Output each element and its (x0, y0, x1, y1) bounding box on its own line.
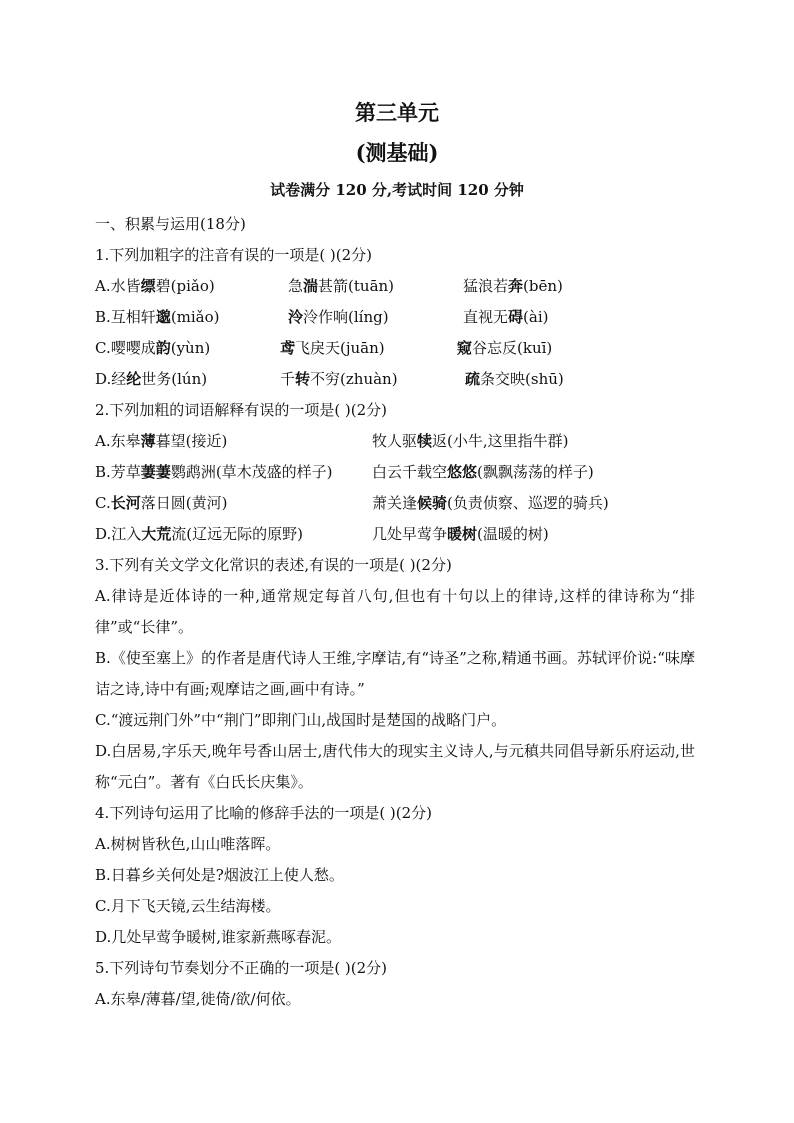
q2-option-c (95, 488, 695, 519)
exam-info: 试卷满分 120 分,考试时间 120 分钟 (270, 181, 524, 199)
question-5-stem: 5.下列诗句节奏划分不正确的一项是( )(2分) (95, 959, 388, 977)
q4-option-b: B.日暮乡关何处是?烟波江上使人愁。 (95, 866, 344, 884)
q2-a-item-1: A.东皋薄暮望(接近) (95, 432, 228, 450)
subtitle: (测基础) (355, 140, 439, 165)
q2-d-item-1: D.江入大荒流(辽远无际的原野) (95, 525, 303, 543)
q3-option-d: D.白居易,字乐天,晚年号香山居士,唐代伟大的现实主义诗人,与元稹共同倡导新乐府运动,世称“元白”。著有《白氏长庆集》。 (95, 742, 695, 791)
q1-d-item-1: D.经纶世务(lún) (95, 370, 208, 388)
q1-d-item-3: 疏条交映(shū) (465, 370, 564, 388)
q2-c-item-2: 萧关逢候骑(负责侦察、巡逻的骑兵) (372, 494, 609, 512)
q2-option-a (95, 426, 695, 457)
q2-b-item-2: 白云千载空悠悠(飘飘荡荡的样子) (372, 463, 594, 481)
q1-b-item-2: 泠泠作响(líng) (288, 308, 389, 326)
question-content (95, 209, 695, 1015)
q1-a-item-2: 急湍甚箭(tuān) (288, 277, 395, 295)
question-1-stem: 1.下列加粗字的注音有误的一项是( )(2分) (95, 246, 373, 264)
question-2-stem: 2.下列加粗的词语解释有误的一项是( )(2分) (95, 401, 388, 419)
q1-option-a (95, 271, 695, 302)
q2-a-item-2: 牧人驱犊返(小牛,这里指牛群) (372, 432, 569, 450)
q2-c-item-1: C.长河落日圆(黄河) (95, 494, 228, 512)
q4-option-c: C.月下飞天镜,云生结海楼。 (95, 897, 281, 915)
q1-d-item-2: 千转不穷(zhuàn) (280, 370, 398, 388)
q1-option-d (95, 364, 695, 395)
q1-c-item-2: 鸢飞戾天(juān) (280, 339, 385, 357)
q1-c-item-3: 窥谷忘反(kuī) (457, 339, 553, 357)
q5-option-a: A.东皋/薄暮/望,徙倚/欲/何依。 (95, 990, 301, 1008)
q1-c-item-1: C.嘤嘤成韵(yùn) (95, 339, 211, 357)
q3-option-c: C.“渡远荆门外”中“荆门”即荆门山,战国时是楚国的战略门户。 (95, 711, 507, 729)
q3-option-a: A.律诗是近体诗的一种,通常规定每首八句,但也有十句以上的律诗,这样的律诗称为“排律”或“长律”。 (95, 587, 695, 636)
q1-a-item-1: A.水皆缥碧(piǎo) (95, 277, 215, 295)
q2-d-item-2: 几处早莺争暖树(温暖的树) (372, 525, 549, 543)
q2-option-d (95, 519, 695, 550)
q4-option-d: D.几处早莺争暖树,谁家新燕啄春泥。 (95, 928, 342, 946)
unit-title: 第三单元 (355, 100, 439, 125)
q1-b-item-3: 直视无碍(ài) (463, 308, 549, 326)
q1-option-c (95, 333, 695, 364)
question-3-stem: 3.下列有关文学文化常识的表述,有误的一项是( )(2分) (95, 556, 452, 574)
question-4-stem: 4.下列诗句运用了比喻的修辞手法的一项是( )(2分) (95, 804, 433, 822)
q2-b-item-1: B.芳草萋萋鹦鹉洲(草木茂盛的样子) (95, 463, 333, 481)
q2-option-b (95, 457, 695, 488)
q3-option-b: B.《使至塞上》的作者是唐代诗人王维,字摩诘,有“诗圣”之称,精通书画。苏轼评价说:“味摩诘之诗,诗中有画;观摩诘之画,画中有诗。” (95, 649, 695, 698)
q4-option-a: A.树树皆秋色,山山唯落晖。 (95, 835, 281, 853)
q1-option-b (95, 302, 695, 333)
q1-b-item-1: B.互相轩邈(miǎo) (95, 308, 220, 326)
q1-a-item-3: 猛浪若奔(bēn) (463, 277, 563, 295)
section-heading: 一、积累与运用(18分) (95, 215, 246, 233)
